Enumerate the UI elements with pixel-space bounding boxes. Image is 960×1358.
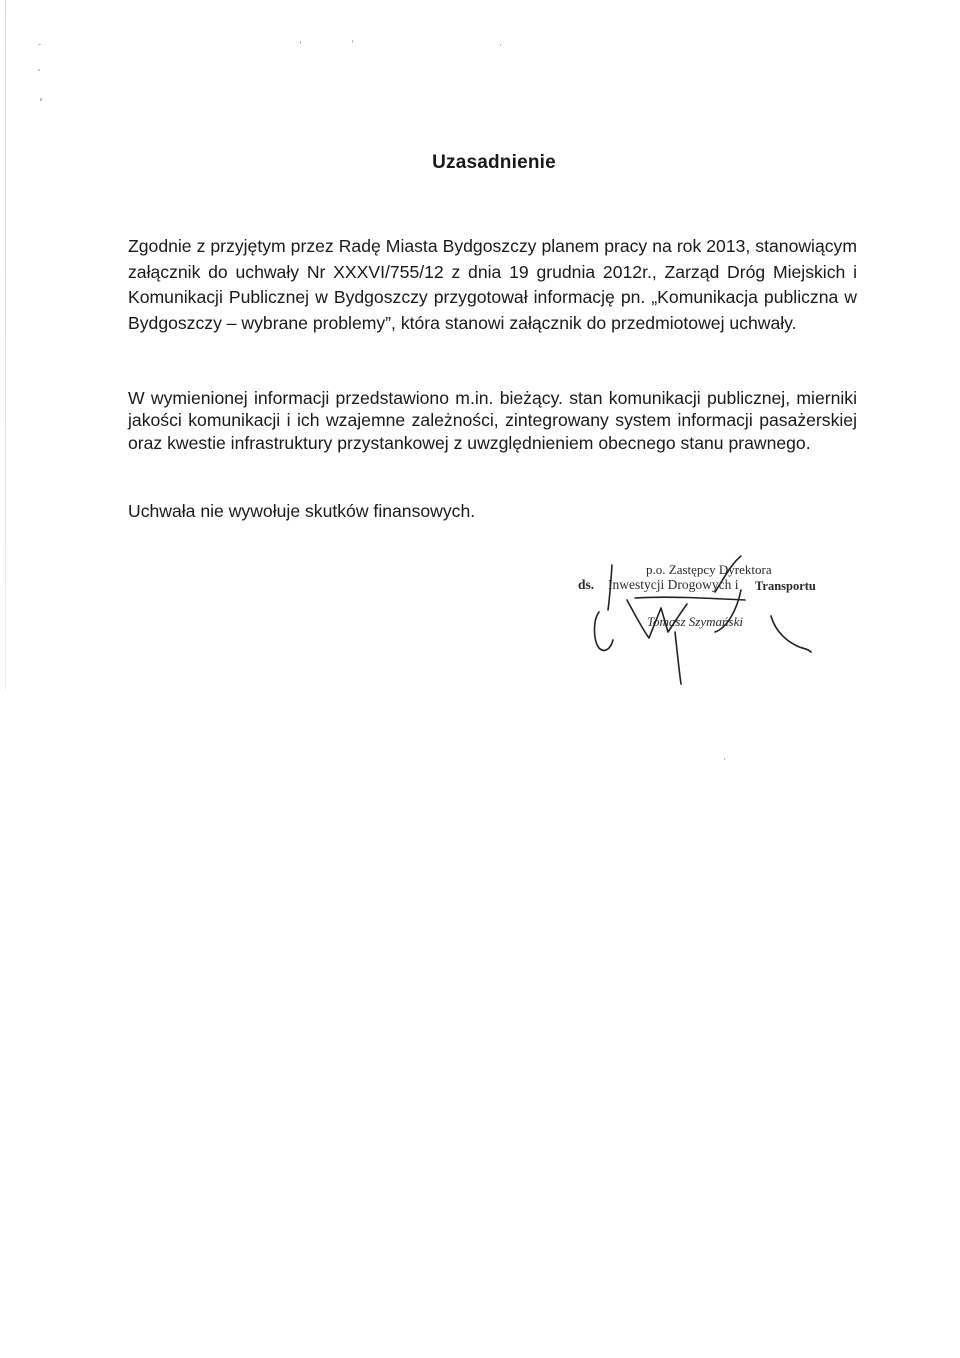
scan-speck — [40, 98, 42, 101]
stamp-line-2: Inwestycji Drogowych i — [608, 577, 739, 592]
signature-stamp — [575, 540, 825, 690]
stamp-name: Tomasz Szymański — [647, 614, 743, 629]
scan-speck — [724, 758, 725, 760]
paragraph-3: Uchwała nie wywołuje skutków finansowych. — [128, 501, 476, 521]
stamp-line-2-prefix: ds. — [578, 577, 595, 592]
paragraph-2: W wymienionej informacji przedstawiono m.in. bieżący. stan komunikacji publicznej, mierniki jakości komunikacji i ich wzajemne zależności, zintegrowany system informacji pasażerskiej oraz kwestie infrastruktury przystankowej z uwzględnieniem obecnego stanu prawnego. — [128, 388, 857, 453]
scan-edge — [5, 0, 6, 690]
scan-speck — [38, 44, 41, 45]
scan-speck — [300, 41, 301, 44]
document-title: Uzasadnienie — [432, 152, 556, 173]
paragraph-1: Zgodnie z przyjętym przez Radę Miasta Bydgoszczy planem pracy na rok 2013, stanowiącym załącznik do uchwały Nr XXXVI/755/12 z dnia 19 grudnia 2012r., Zarząd Dróg Miejskich i Komunikacji Publicznej w Bydgoszczy przygotował informację pn. „Komunikacja publiczna w Bydgoszczy – wybrane problemy”, która stanowi załącznik do przedmiotowej uchwały. — [128, 236, 857, 333]
stamp-line-1: p.o. Zastępcy Dyrektora — [646, 562, 772, 577]
scan-speck — [352, 40, 353, 43]
scan-speck — [38, 69, 40, 71]
handwritten-signature — [575, 540, 825, 690]
stamp-line-2-suffix: Transportu — [755, 579, 816, 593]
scan-speck — [500, 44, 501, 46]
